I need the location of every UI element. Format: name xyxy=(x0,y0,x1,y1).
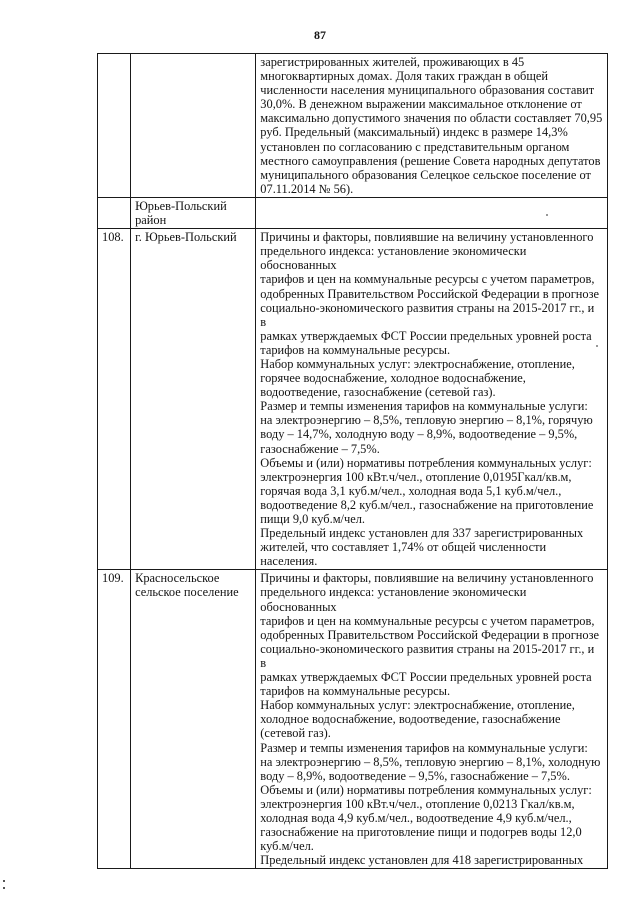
description-paragraph-consumption: Объемы и (или) нормативы потребления коммунальных услуг: электроэнергия 100 кВт.ч/чел., отопление 0,0213 Гкал/кв.м, холодная вода 4,9 куб.м/чел., водоотведение 4,9 куб.м/чел., газоснабжение на приготовление пищи и подогрев воды 12,0 куб.м/чел. xyxy=(260,782,592,854)
scan-margin-marks xyxy=(3,880,9,896)
municipality-cell xyxy=(131,54,256,198)
row-number-cell: 109. xyxy=(98,570,131,869)
page-number: 87 xyxy=(314,28,326,42)
description-paragraph-tariff-rates: Размер и темпы изменения тарифов на коммунальные услуги: на электроэнергию – 8,5%, тепловую энергию – 8,1%, горячую воду – 14,7%, холодную воду – 8,9%, водоотведение – 9,5%, газоснабжение – 7,5%. xyxy=(260,399,593,456)
table-row xyxy=(98,54,608,198)
municipality-cell: г. Юрьев-Польский xyxy=(131,229,256,570)
row-number-cell xyxy=(98,197,131,228)
description-cell xyxy=(256,570,608,869)
description-paragraph-consumption: Объемы и (или) нормативы потребления коммунальных услуг: электроэнергия 100 кВт.ч/чел., отопление 0,0195Гкал/кв.м, горячая вода 3,1 куб.м/чел., холодная вода 5,1 куб.м/чел., водоотведение 8,2 куб.м/чел., газоснабжение на приготовление пищи 9,0 куб.м/чел. xyxy=(260,455,594,526)
scan-mark xyxy=(3,880,5,882)
description-paragraph-tariff-rates: Размер и темпы изменения тарифов на коммунальные услуги: на электроэнергию – 8,5%, тепловую энергию – 8,1%, холодную воду – 8,9%, водоотведение – 9,5%, газоснабжение – 7,5%. xyxy=(260,740,601,783)
scan-speck xyxy=(596,345,598,347)
table-row xyxy=(98,570,608,869)
description-paragraph-services: Набор коммунальных услуг: электроснабжение, отопление, холодное водоснабжение, водоотведение, газоснабжение (сетевой газ). xyxy=(260,698,575,741)
description-paragraph: зарегистрированных жителей, проживающих в 45 многоквартирных домах. Доля таких граждан в общей численности населения муниципального образования составит 30,0%. В денежном выражении максимальное отклонение от максимально допустимого значения по области составляет 70,95 руб. Предельный (максимальный) индекс в размере 14,3% установлен по согласованию с представительным органом местного самоуправления (решение Совета народных депутатов муниципального образования Селецкое сельское поселение от 07.11.2014 № 56). xyxy=(260,55,603,196)
municipality-cell: Красносельское сельское поселение xyxy=(131,570,256,869)
row-number-cell: 108. xyxy=(98,229,131,570)
table-row xyxy=(98,229,608,570)
description-paragraph-factors: Причины и факторы, повлиявшие на величину установленного предельного индекса: установление экономически обоснованных тарифов и цен на коммунальные ресурсы с учетом параметров, одобренных Правительством Российской Федерации в прогнозе социально-экономического развития страны на 2015-2017 гг., и в рамках утверждаемых ФСТ России предельных уровней роста тарифов на коммунальные ресурсы. xyxy=(260,230,600,357)
row-number-cell xyxy=(98,54,131,198)
table-row-district xyxy=(98,197,608,228)
scan-speck xyxy=(546,214,548,216)
scan-mark xyxy=(3,887,5,889)
description-cell xyxy=(256,197,608,228)
description-paragraph-factors: Причины и факторы, повлиявшие на величину установленного предельного индекса: установление экономически обоснованных тарифов и цен на коммунальные ресурсы с учетом параметров, одобренных Правительством Российской Федерации в прогнозе социально-экономического развития страны на 2015-2017 гг., и в рамках утверждаемых ФСТ России предельных уровней роста тарифов на коммунальные ресурсы. xyxy=(260,571,600,699)
district-name-cell: Юрьев-Польский район xyxy=(131,197,256,228)
tariff-index-table xyxy=(97,53,608,869)
description-paragraph-services: Набор коммунальных услуг: электроснабжение, отопление, горячее водоснабжение, холодное водоснабжение, водоотведение, газоснабжение (сетевой газ). xyxy=(260,356,575,400)
description-paragraph-index: Предельный индекс установлен для 418 зарегистрированных xyxy=(260,853,584,868)
description-paragraph-index: Предельный индекс установлен для 337 зарегистрированных жителей, что составляет 1,74% от общей численности населения. xyxy=(260,526,584,569)
description-cell xyxy=(256,229,608,570)
description-cell xyxy=(256,54,608,198)
